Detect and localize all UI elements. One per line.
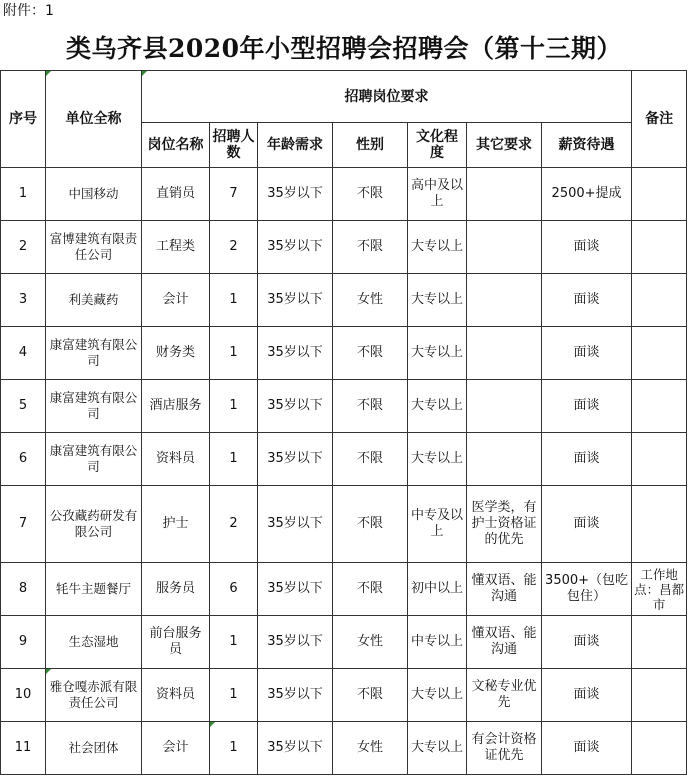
cell-position: 护士 (142, 486, 210, 563)
cell-count: 1 (210, 722, 258, 775)
cell-age: 35岁以下 (258, 722, 333, 775)
page-title: 类乌齐县2020年小型招聘会招聘会（第十三期） (65, 34, 623, 63)
table-row (1, 168, 687, 221)
cell-age: 35岁以下 (258, 221, 333, 274)
cell-position: 酒店服务 (142, 380, 210, 433)
cell-remark (632, 380, 687, 433)
table-row (1, 327, 687, 380)
header-salary: 薪资待遇 (542, 123, 632, 168)
cell-other (467, 221, 542, 274)
cell-salary: 面谈 (542, 722, 632, 775)
cell-count: 1 (210, 327, 258, 380)
header-index: 序号 (1, 71, 46, 168)
cell-index: 8 (1, 563, 46, 616)
recruitment-table (0, 70, 687, 775)
cell-age: 35岁以下 (258, 433, 333, 486)
cell-remark (632, 433, 687, 486)
cell-other: 文秘专业优先 (467, 669, 542, 722)
cell-gender: 不限 (333, 433, 408, 486)
cell-unit: 康富建筑有限公司 (46, 433, 142, 486)
cell-index: 4 (1, 327, 46, 380)
cell-salary: 面谈 (542, 380, 632, 433)
cell-position: 服务员 (142, 563, 210, 616)
header-unit: 单位全称 (46, 71, 142, 168)
cell-gender: 不限 (333, 327, 408, 380)
cell-remark: 工作地点：昌都市 (632, 563, 687, 616)
cell-gender: 不限 (333, 221, 408, 274)
cell-unit: 利美藏药 (46, 274, 142, 327)
cell-unit: 生态湿地 (46, 616, 142, 669)
header-count: 招聘人数 (210, 123, 258, 168)
cell-remark (632, 168, 687, 221)
cell-other: 懂双语、能沟通 (467, 616, 542, 669)
cell-index: 9 (1, 616, 46, 669)
cell-remark (632, 221, 687, 274)
cell-position: 资料员 (142, 433, 210, 486)
cell-age: 35岁以下 (258, 327, 333, 380)
table-row (1, 563, 687, 616)
cell-salary: 面谈 (542, 616, 632, 669)
header-education: 文化程度 (408, 123, 467, 168)
cell-salary: 3500+（包吃包住） (542, 563, 632, 616)
table-row (1, 616, 687, 669)
cell-position: 会计 (142, 722, 210, 775)
cell-age: 35岁以下 (258, 616, 333, 669)
cell-unit: 牦牛主题餐厅 (46, 563, 142, 616)
cell-other: 有会计资格证优先 (467, 722, 542, 775)
table-row (1, 669, 687, 722)
cell-age: 35岁以下 (258, 274, 333, 327)
cell-count: 6 (210, 563, 258, 616)
cell-gender: 不限 (333, 380, 408, 433)
table-row (1, 722, 687, 775)
cell-salary: 面谈 (542, 669, 632, 722)
cell-education: 中专及以上 (408, 486, 467, 563)
table-row (1, 433, 687, 486)
cell-education: 大专以上 (408, 433, 467, 486)
cell-unit: 康富建筑有限公司 (46, 327, 142, 380)
cell-education: 大专以上 (408, 380, 467, 433)
cell-gender: 不限 (333, 669, 408, 722)
table-row (1, 486, 687, 563)
cell-unit: 社会团体 (46, 722, 142, 775)
cell-age: 35岁以下 (258, 669, 333, 722)
cell-gender: 女性 (333, 616, 408, 669)
cell-remark (632, 327, 687, 380)
cell-age: 35岁以下 (258, 168, 333, 221)
header-age: 年龄需求 (258, 123, 333, 168)
cell-education: 高中及以上 (408, 168, 467, 221)
cell-salary: 面谈 (542, 327, 632, 380)
table-row (1, 274, 687, 327)
cell-age: 35岁以下 (258, 380, 333, 433)
cell-education: 大专以上 (408, 221, 467, 274)
cell-gender: 女性 (333, 274, 408, 327)
cell-education: 大专以上 (408, 669, 467, 722)
cell-gender: 女性 (333, 722, 408, 775)
cell-index: 6 (1, 433, 46, 486)
cell-other (467, 168, 542, 221)
cell-position: 财务类 (142, 327, 210, 380)
cell-salary: 面谈 (542, 486, 632, 563)
cell-other (467, 380, 542, 433)
cell-position: 资料员 (142, 669, 210, 722)
cell-count: 1 (210, 274, 258, 327)
attachment-label: 附件：1 (3, 3, 54, 19)
cell-gender: 不限 (333, 563, 408, 616)
cell-unit: 雅仓嘎赤派有限责任公司 (46, 669, 142, 722)
cell-count: 2 (210, 486, 258, 563)
cell-count: 1 (210, 380, 258, 433)
cell-count: 7 (210, 168, 258, 221)
cell-remark (632, 722, 687, 775)
cell-index: 2 (1, 221, 46, 274)
header-remark: 备注 (632, 71, 687, 168)
cell-index: 10 (1, 669, 46, 722)
cell-other (467, 433, 542, 486)
cell-remark (632, 486, 687, 563)
header-other: 其它要求 (467, 123, 542, 168)
cell-salary: 面谈 (542, 221, 632, 274)
cell-other (467, 274, 542, 327)
cell-count: 1 (210, 433, 258, 486)
table-row (1, 221, 687, 274)
cell-unit: 富博建筑有限责任公司 (46, 221, 142, 274)
cell-position: 工程类 (142, 221, 210, 274)
cell-position: 会计 (142, 274, 210, 327)
cell-count: 1 (210, 616, 258, 669)
cell-remark (632, 274, 687, 327)
cell-remark (632, 669, 687, 722)
cell-education: 大专以上 (408, 327, 467, 380)
cell-count: 2 (210, 221, 258, 274)
table-row (1, 380, 687, 433)
cell-position: 前台服务员 (142, 616, 210, 669)
cell-index: 1 (1, 168, 46, 221)
cell-age: 35岁以下 (258, 486, 333, 563)
cell-index: 7 (1, 486, 46, 563)
cell-salary: 面谈 (542, 433, 632, 486)
cell-gender: 不限 (333, 168, 408, 221)
cell-salary: 面谈 (542, 274, 632, 327)
cell-education: 大专以上 (408, 722, 467, 775)
cell-other (467, 327, 542, 380)
cell-count: 1 (210, 669, 258, 722)
cell-position: 直销员 (142, 168, 210, 221)
header-gender: 性别 (333, 123, 408, 168)
cell-unit: 公孜藏药研发有限公司 (46, 486, 142, 563)
cell-unit: 康富建筑有限公司 (46, 380, 142, 433)
cell-age: 35岁以下 (258, 563, 333, 616)
cell-other: 懂双语、能沟通 (467, 563, 542, 616)
cell-remark (632, 616, 687, 669)
cell-education: 初中以上 (408, 563, 467, 616)
cell-education: 中专以上 (408, 616, 467, 669)
header-requirements: 招聘岗位要求 (142, 71, 632, 123)
cell-other: 医学类，有护士资格证的优先 (467, 486, 542, 563)
cell-salary: 2500+提成 (542, 168, 632, 221)
cell-gender: 不限 (333, 486, 408, 563)
header-row (1, 71, 687, 123)
header-position: 岗位名称 (142, 123, 210, 168)
cell-unit: 中国移动 (46, 168, 142, 221)
cell-index: 5 (1, 380, 46, 433)
cell-education: 大专以上 (408, 274, 467, 327)
cell-index: 3 (1, 274, 46, 327)
cell-index: 11 (1, 722, 46, 775)
